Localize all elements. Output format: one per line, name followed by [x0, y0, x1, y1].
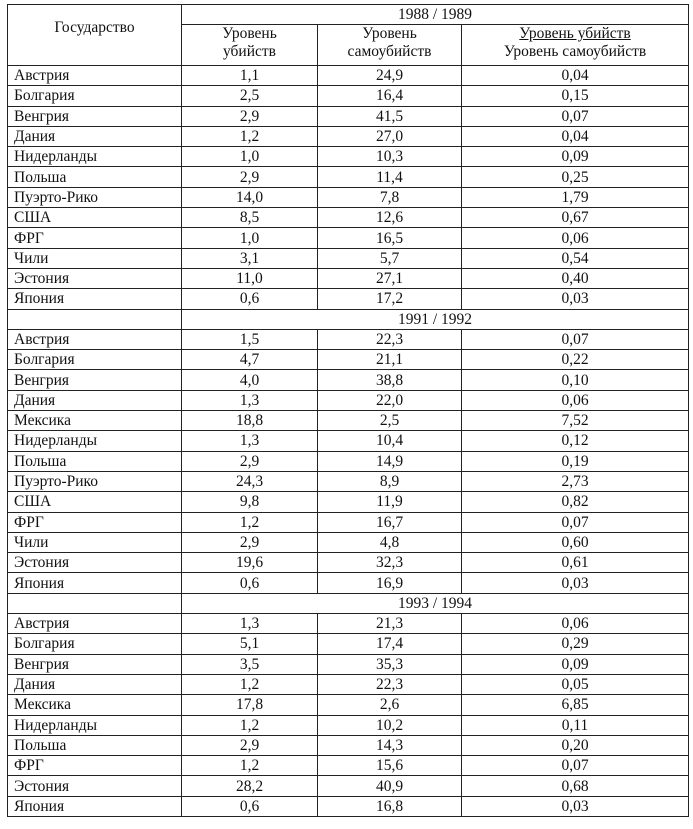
murder-rate-cell: 1,3	[182, 390, 318, 410]
murder-rate-cell: 18,8	[182, 411, 318, 431]
murder-rate-cell: 19,6	[182, 553, 318, 573]
murder-rate-cell: 3,1	[182, 248, 318, 268]
ratio-cell: 0,07	[462, 512, 689, 532]
table-header	[8, 5, 689, 66]
suicide-rate-cell: 22,3	[318, 674, 462, 694]
table-row	[8, 390, 689, 410]
suicide-rate-cell: 4,8	[318, 532, 462, 552]
suicide-rate-cell: 40,9	[318, 776, 462, 796]
table-row	[8, 289, 689, 309]
ratio-cell: 0,07	[462, 106, 689, 126]
ratio-cell: 0,22	[462, 350, 689, 370]
suicide-rate-cell: 16,9	[318, 573, 462, 593]
table-row	[8, 674, 689, 694]
murder-rate-cell: 0,6	[182, 573, 318, 593]
suicide-rate-cell: 27,0	[318, 126, 462, 146]
country-cell: Дания	[8, 126, 182, 146]
ratio-cell: 2,73	[462, 471, 689, 491]
suicide-rate-cell: 16,4	[318, 86, 462, 106]
country-cell: США	[8, 492, 182, 512]
country-cell: Нидерланды	[8, 715, 182, 735]
table-row	[8, 654, 689, 674]
suicide-rate-column-header	[318, 25, 462, 66]
table-row	[8, 187, 689, 207]
murder-rate-cell: 2,5	[182, 86, 318, 106]
table-row	[8, 167, 689, 187]
table-row	[8, 86, 689, 106]
country-cell: Дания	[8, 674, 182, 694]
table-row	[8, 248, 689, 268]
murder-rate-cell: 1,3	[182, 431, 318, 451]
country-cell: Эстония	[8, 776, 182, 796]
period-row	[8, 593, 689, 613]
country-cell: Пуэрто-Рико	[8, 471, 182, 491]
period-row-blank-cell	[8, 309, 182, 329]
suicide-rate-cell: 15,6	[318, 756, 462, 776]
ratio-cell: 6,85	[462, 695, 689, 715]
country-cell: Пуэрто-Рико	[8, 187, 182, 207]
country-cell: Чили	[8, 248, 182, 268]
table-row	[8, 532, 689, 552]
table-row	[8, 451, 689, 471]
ratio-cell: 1,79	[462, 187, 689, 207]
murder-rate-cell: 8,5	[182, 208, 318, 228]
suicide-rate-cell: 16,8	[318, 796, 462, 816]
country-cell: ФРГ	[8, 228, 182, 248]
country-cell: Япония	[8, 796, 182, 816]
table-row	[8, 492, 689, 512]
period-header: 1991 / 1992	[182, 309, 689, 329]
suicide-rate-cell: 41,5	[318, 106, 462, 126]
table-body	[8, 66, 689, 817]
suicide-rate-header-line-1: Уровень	[362, 25, 417, 42]
table-row	[8, 126, 689, 146]
ratio-cell: 0,11	[462, 715, 689, 735]
period-row	[8, 309, 689, 329]
murder-rate-cell: 1,2	[182, 756, 318, 776]
murder-rate-cell: 0,6	[182, 289, 318, 309]
suicide-rate-cell: 10,4	[318, 431, 462, 451]
ratio-cell: 0,07	[462, 329, 689, 349]
suicide-rate-cell: 11,4	[318, 167, 462, 187]
ratio-cell: 0,04	[462, 66, 689, 86]
murder-rate-cell: 1,1	[182, 66, 318, 86]
suicide-rate-cell: 32,3	[318, 553, 462, 573]
country-cell: Австрия	[8, 329, 182, 349]
suicide-rate-cell: 17,4	[318, 634, 462, 654]
ratio-cell: 0,68	[462, 776, 689, 796]
country-cell: Эстония	[8, 268, 182, 288]
suicide-rate-cell: 24,9	[318, 66, 462, 86]
table-row	[8, 268, 689, 288]
suicide-rate-cell: 12,6	[318, 208, 462, 228]
suicide-rate-cell: 10,3	[318, 147, 462, 167]
ratio-cell: 0,19	[462, 451, 689, 471]
table-row	[8, 634, 689, 654]
murder-rate-cell: 4,0	[182, 370, 318, 390]
ratio-cell: 0,05	[462, 674, 689, 694]
country-cell: Япония	[8, 289, 182, 309]
country-cell: Болгария	[8, 350, 182, 370]
country-cell: ФРГ	[8, 512, 182, 532]
country-cell: Япония	[8, 573, 182, 593]
country-cell: США	[8, 208, 182, 228]
country-cell: Нидерланды	[8, 431, 182, 451]
period-header: 1993 / 1994	[182, 593, 689, 613]
murder-rate-header-line-1: Уровень	[222, 25, 277, 42]
murder-rate-cell: 2,9	[182, 167, 318, 187]
country-cell: Австрия	[8, 614, 182, 634]
country-cell: Венгрия	[8, 106, 182, 126]
document-page	[7, 4, 688, 817]
table-row	[8, 756, 689, 776]
murder-rate-cell: 1,5	[182, 329, 318, 349]
suicide-rate-cell: 16,5	[318, 228, 462, 248]
table-row	[8, 329, 689, 349]
period-header: 1988 / 1989	[182, 5, 689, 25]
country-cell: Мексика	[8, 695, 182, 715]
suicide-rate-cell: 10,2	[318, 715, 462, 735]
table-row	[8, 370, 689, 390]
suicide-rate-cell: 8,9	[318, 471, 462, 491]
ratio-cell: 0,03	[462, 796, 689, 816]
ratio-header-numerator: Уровень убийств	[519, 25, 631, 42]
table-row	[8, 512, 689, 532]
country-cell: Болгария	[8, 86, 182, 106]
ratio-cell: 0,60	[462, 532, 689, 552]
table-row	[8, 715, 689, 735]
murder-rate-cell: 1,0	[182, 228, 318, 248]
country-cell: Польша	[8, 735, 182, 755]
ratio-cell: 0,03	[462, 289, 689, 309]
table-row	[8, 573, 689, 593]
suicide-rate-header-line-2: самоубийств	[347, 43, 432, 60]
country-cell: Эстония	[8, 553, 182, 573]
ratio-cell: 0,61	[462, 553, 689, 573]
suicide-rate-cell: 14,3	[318, 735, 462, 755]
ratio-cell: 0,15	[462, 86, 689, 106]
murder-rate-cell: 28,2	[182, 776, 318, 796]
murder-rate-cell: 11,0	[182, 268, 318, 288]
murder-rate-cell: 14,0	[182, 187, 318, 207]
suicide-rate-cell: 5,7	[318, 248, 462, 268]
table-row	[8, 350, 689, 370]
ratio-cell: 0,04	[462, 126, 689, 146]
ratio-cell: 7,52	[462, 411, 689, 431]
country-column-header: Государство	[8, 5, 182, 66]
country-cell: Австрия	[8, 66, 182, 86]
suicide-rate-cell: 11,9	[318, 492, 462, 512]
country-cell: Нидерланды	[8, 147, 182, 167]
table-row	[8, 147, 689, 167]
table-row	[8, 471, 689, 491]
table-row	[8, 695, 689, 715]
ratio-cell: 0,25	[462, 167, 689, 187]
ratio-cell: 0,12	[462, 431, 689, 451]
murder-rate-cell: 2,9	[182, 532, 318, 552]
country-cell: Польша	[8, 167, 182, 187]
murder-rate-cell: 5,1	[182, 634, 318, 654]
table-row	[8, 796, 689, 816]
murder-rate-cell: 3,5	[182, 654, 318, 674]
country-cell: Дания	[8, 390, 182, 410]
country-cell: Польша	[8, 451, 182, 471]
country-cell: Венгрия	[8, 370, 182, 390]
murder-rate-cell: 0,6	[182, 796, 318, 816]
table-row	[8, 411, 689, 431]
table-row	[8, 431, 689, 451]
ratio-header-denominator: Уровень самоубийств	[503, 43, 647, 60]
period-row-blank-cell	[8, 593, 182, 613]
suicide-rate-cell: 22,3	[318, 329, 462, 349]
suicide-rate-cell: 16,7	[318, 512, 462, 532]
suicide-rate-cell: 2,6	[318, 695, 462, 715]
suicide-rate-cell: 21,1	[318, 350, 462, 370]
suicide-rate-cell: 27,1	[318, 268, 462, 288]
ratio-cell: 0,06	[462, 228, 689, 248]
suicide-rate-cell: 2,5	[318, 411, 462, 431]
ratio-cell: 0,09	[462, 147, 689, 167]
suicide-rate-cell: 17,2	[318, 289, 462, 309]
murder-rate-cell: 1,3	[182, 614, 318, 634]
ratio-cell: 0,07	[462, 756, 689, 776]
murder-rate-cell: 4,7	[182, 350, 318, 370]
table-row	[8, 106, 689, 126]
country-cell: Болгария	[8, 634, 182, 654]
murder-rate-cell: 24,3	[182, 471, 318, 491]
murder-rate-cell: 2,9	[182, 106, 318, 126]
murder-rate-cell: 1,2	[182, 512, 318, 532]
murder-rate-cell: 2,9	[182, 735, 318, 755]
murder-rate-header-line-2: убийств	[223, 43, 276, 60]
murder-rate-cell: 17,8	[182, 695, 318, 715]
country-cell: ФРГ	[8, 756, 182, 776]
ratio-cell: 0,40	[462, 268, 689, 288]
ratio-cell: 0,20	[462, 735, 689, 755]
ratio-cell: 0,29	[462, 634, 689, 654]
suicide-rate-cell: 21,3	[318, 614, 462, 634]
suicide-rate-cell: 35,3	[318, 654, 462, 674]
table-row	[8, 776, 689, 796]
ratio-cell: 0,06	[462, 614, 689, 634]
table-row	[8, 553, 689, 573]
suicide-rate-cell: 38,8	[318, 370, 462, 390]
murder-rate-cell: 1,2	[182, 674, 318, 694]
table-row	[8, 208, 689, 228]
header-row-top	[8, 5, 689, 25]
suicide-rate-cell: 7,8	[318, 187, 462, 207]
ratio-cell: 0,03	[462, 573, 689, 593]
ratio-column-header	[462, 25, 689, 66]
murder-rate-cell: 1,2	[182, 715, 318, 735]
murder-rate-cell: 1,0	[182, 147, 318, 167]
table-row	[8, 228, 689, 248]
murder-rate-cell: 2,9	[182, 451, 318, 471]
murder-rate-column-header	[182, 25, 318, 66]
table-row	[8, 66, 689, 86]
murder-rate-cell: 9,8	[182, 492, 318, 512]
country-cell: Мексика	[8, 411, 182, 431]
ratio-cell: 0,67	[462, 208, 689, 228]
murder-rate-cell: 1,2	[182, 126, 318, 146]
table-row	[8, 735, 689, 755]
ratio-cell: 0,06	[462, 390, 689, 410]
ratio-cell: 0,09	[462, 654, 689, 674]
suicide-rate-cell: 22,0	[318, 390, 462, 410]
country-cell: Чили	[8, 532, 182, 552]
table-row	[8, 614, 689, 634]
ratio-cell: 0,10	[462, 370, 689, 390]
ratio-cell: 0,54	[462, 248, 689, 268]
statistics-table	[7, 4, 689, 817]
suicide-rate-cell: 14,9	[318, 451, 462, 471]
ratio-cell: 0,82	[462, 492, 689, 512]
country-cell: Венгрия	[8, 654, 182, 674]
